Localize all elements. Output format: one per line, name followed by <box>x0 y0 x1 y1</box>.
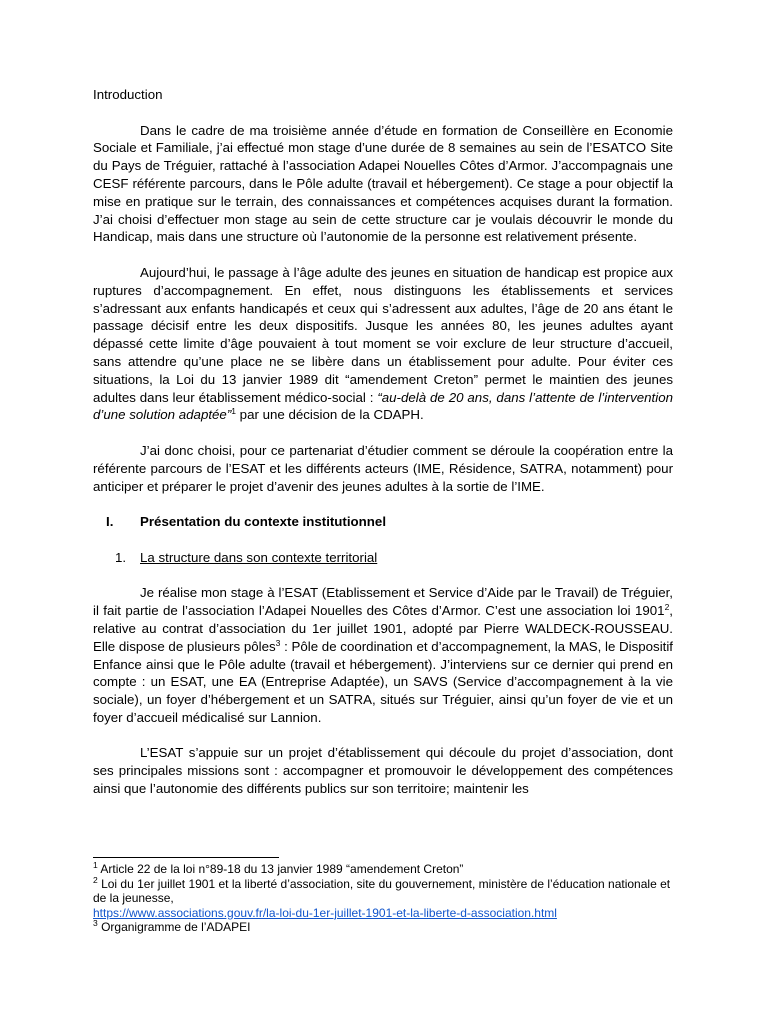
footnote-1 <box>93 862 673 877</box>
footnote-number: 2 <box>93 874 98 885</box>
footnote-number: 3 <box>93 918 98 929</box>
footnote-ref: 1 <box>231 406 236 417</box>
footnote-3 <box>93 920 673 935</box>
creton-quote: “au-delà de 20 ans, dans l’attente de l’intervention d’une solution adaptée” <box>93 389 673 423</box>
intro-title: Introduction <box>93 87 163 102</box>
section-title: Présentation du contexte institutionnel <box>140 514 387 530</box>
footnote-text: Article 22 de la loi n°89-18 du 13 janvier 1989 “amendement Creton” <box>97 862 464 876</box>
footnote-ref: 3 <box>275 637 281 648</box>
footnote-2 <box>93 874 673 921</box>
section-heading <box>93 513 673 531</box>
subsection-title: La structure dans son contexte territorial <box>140 549 378 565</box>
footnote-text: Organigramme de l’ADAPEI <box>97 920 251 935</box>
footnote-number: 1 <box>93 860 98 870</box>
footnote-ref: 2 <box>664 602 670 613</box>
paragraph-text: Aujourd’hui, le passage à l’âge adulte des jeunes en situation de handicap est propice aux ruptures d’accompagnement. En effet, nous distinguons les établissements et services s’adressant aux enfants handicapés et ceux qui s’adressent aux adultes, l’âge de 20 ans étant le passage décisif entre les deux dispositifs. Jusque les années 80, les jeunes adultes ayant dépassé cette limite d’âge pouvaient à tout moment se voir exclure de leur structure d’accueil, sans attendre qu’une place ne se libère dans un établissement pour adulte. Pour éviter ces situations, la Loi du 13 janvier 1989 dit “amendement Creton” permet le maintien des jeunes adultes dans leur établissement médico-social : <box>93 264 673 405</box>
footnote-text: Loi du 1er juillet 1901 et la liberté d’association, site du gouvernement, ministère de l’éducation nationale et de la jeunesse, <box>93 876 671 906</box>
section-number: I. <box>106 514 114 530</box>
paragraph-esat-project: L’ESAT s’appuie sur un projet d’établissement qui découle du projet d’association, dont ses principales missions sont : accompagner et promouvoir le développement des compétences ainsi que l’autonomie des différents publics sur son territoire; maintenir les <box>93 745 673 797</box>
paragraph-structure <box>93 584 673 726</box>
footnote-link[interactable]: https://www.associations.gouv.fr/la-loi-du-1er-juillet-1901-et-la-liberte-d-association.html <box>93 905 557 920</box>
paragraph-text: par une décision de la CDAPH. <box>235 407 424 423</box>
paragraph-text: Je réalise mon stage à l’ESAT (Etablissement et Service d’Aide par le Travail) de Tréguier, il fait partie de l’association l’Adapei Nouelles des Côtes d’Armor. C’est une association loi 1901 <box>93 585 673 619</box>
paragraph-intro-1: Dans le cadre de ma troisième année d’étude en formation de Conseillère en Economie Sociale et Familiale, j’ai effectué mon stage d’une durée de 8 semaines au sein de l’ESATCO Site du Pays de Tréguier, rattaché à l’association Adapei Nouelles Côtes d’Armor. J’accompagnais une CESF référente parcours, dans le Pôle adulte (travail et hébergement). Ce stage a pour objectif la mise en pratique sur le terrain, des connaissances et compétences acquises durant la formation. J’ai choisi d’effectuer mon stage au sein de cette structure car je voulais découvrir le monde du Handicap, mais dans une structure où l’autonomie de la personne est relativement présente. <box>93 122 673 245</box>
paragraph-text: , relative au contrat d’association du 1er juillet 1901, adopté par Pierre WALDECK-ROUSSEAU. Elle dispose de plusieurs pôles <box>93 603 673 654</box>
paragraph-intro-2 <box>93 264 673 424</box>
paragraph-intro-3: J’ai donc choisi, pour ce partenariat d’étudier comment se déroule la coopération entre la référente parcours de l’ESAT et les différents acteurs (IME, Résidence, SATRA, notamment) pour anticiper et préparer le projet d’avenir des jeunes adultes à la sortie de l’IME. <box>93 442 673 494</box>
paragraph-text: : Pôle de coordination et d’accompagnement, la MAS, le Dispositif Enfance ainsi que le Pôle adulte (travail et hébergement). J’interviens sur ce dernier qui prend en compte : un ESAT, une EA (Entreprise Adaptée), un SAVS (Service d’accompagnement à la vie sociale), un foyer d’hébergement et un SATRA, situés sur Tréguier, ainsi qu’un foyer de vie et un foyer d’accueil médicalisé sur Lannion. <box>93 638 673 725</box>
main-content <box>93 86 673 798</box>
subsection-number: 1. <box>115 549 127 565</box>
footnotes <box>93 862 673 935</box>
footnote-separator <box>93 857 279 858</box>
subsection-heading <box>93 549 673 567</box>
